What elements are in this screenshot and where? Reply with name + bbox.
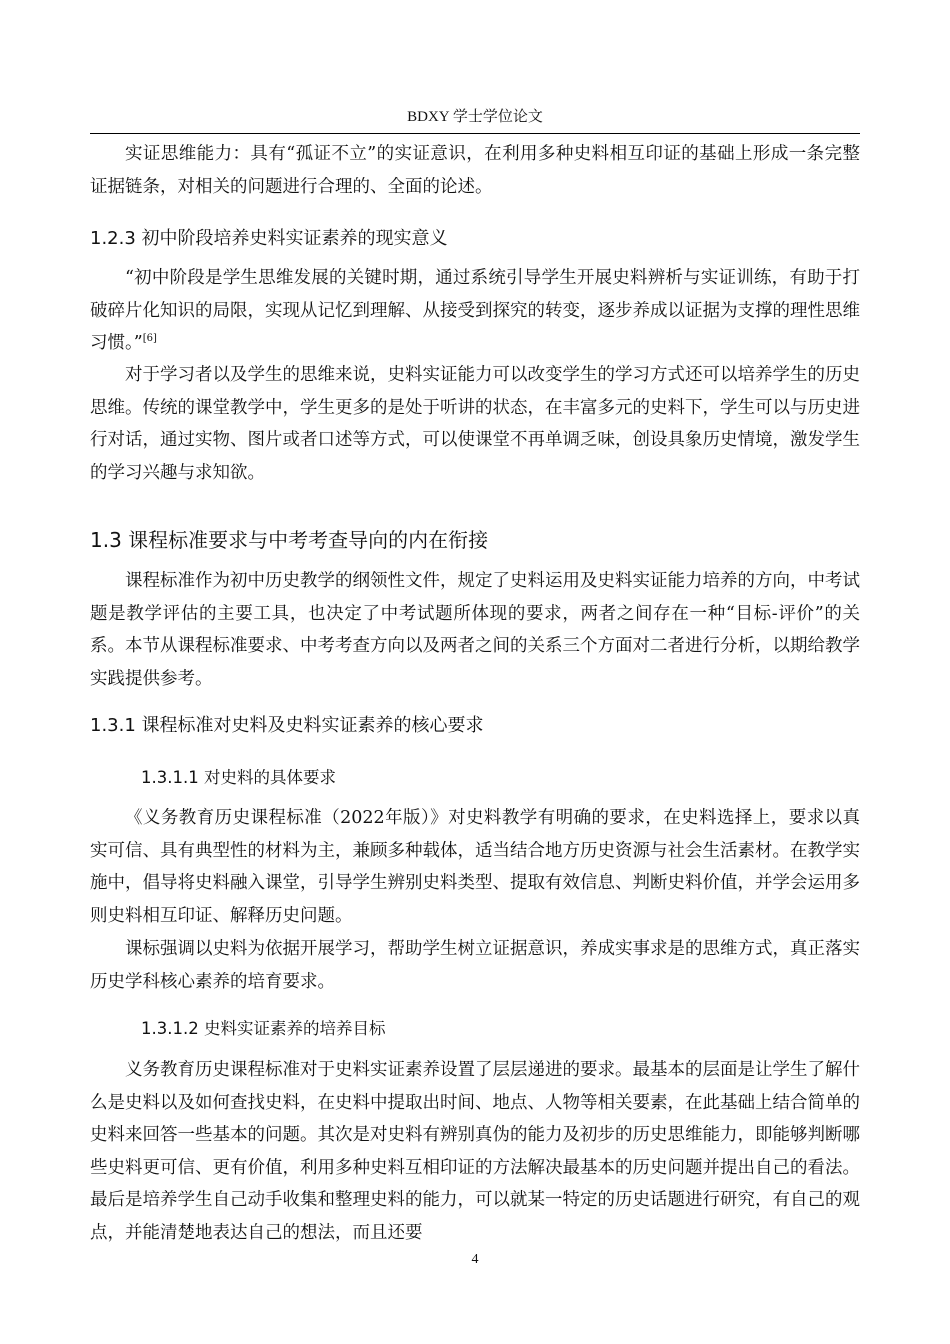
quote-text: “初中阶段是学生思维发展的关键时期，通过系统引导学生开展史料辨析与实证训练，有助于打破碎片化知识的局限，实现从记忆到理解、从接受到探究的转变，逐步养成以证据为支撑的理性思维习惯。” [90, 268, 860, 354]
paragraph-quote [90, 262, 860, 360]
section-heading-1-3-1-1: 1.3.1.1 对史料的具体要求 [141, 768, 336, 787]
paragraph-history-standard-2022: 《义务教育历史课程标准（2022年版）》对史料教学有明确的要求，在史料选择上，要求以真实可信、具有典型性的材料为主，兼顾多种载体，适当结合地方历史资源与社会生活素材。在教学实施中，倡导将史料融入课堂，引导学生辨别史料类型、提取有效信息、判断史料价值，并学会运用多则史料相互印证、解释历史问题。 [90, 808, 860, 926]
page-number: 4 [471, 1252, 479, 1267]
section-heading-1-2-3: 1.2.3 初中阶段培养史料实证素养的现实意义 [90, 228, 448, 249]
section-heading-1-3-1: 1.3.1 课程标准对史料及史料实证素养的核心要求 [90, 715, 484, 736]
paragraph-curriculum-standard: 课程标准作为初中历史教学的纲领性文件，规定了史料运用及史料实证能力培养的方向，中考试题是教学评估的主要工具，也决定了中考试题所体现的要求，两者之间存在一种“目标-评价”的关系。本节从课程标准要求、中考考查方向以及两者之间的关系三个方面对二者进行分析，以期给教学实践提供参考。 [90, 571, 860, 689]
section-heading-1-3: 1.3 课程标准要求与中考考查导向的内在衔接 [90, 528, 489, 552]
paragraph-learner-thinking: 对于学习者以及学生的思维来说，史料实证能力可以改变学生的学习方式还可以培养学生的历史思维。传统的课堂教学中，学生更多的是处于听讲的状态，在丰富多元的史料下，学生可以与历史进行对话，通过实物、图片或者口述等方式，可以使课堂不再单调乏味，创设具象历史情境，激发学生的学习兴趣与求知欲。 [90, 365, 860, 483]
paragraph-progressive-requirements: 义务教育历史课程标准对于史料实证素养设置了层层递进的要求。最基本的层面是让学生了解什么是史料以及如何查找史料，在史料中提取出时间、地点、人物等相关要素，在此基础上结合简单的史料来回答一些基本的问题。其次是对史料有辨别真伪的能力及初步的历史思维能力，即能够判断哪些史料更可信、更有价值，利用多种史料互相印证的方法解决最基本的历史问题并提出自己的看法。最后是培养学生自己动手收集和整理史料的能力，可以就某一特定的历史话题进行研究，有自己的观点，并能清楚地表达自己的想法，而且还要 [90, 1060, 860, 1243]
citation-marker: [6] [142, 333, 157, 345]
paragraph-empirical-thinking: 实证思维能力：具有“孤证不立”的实证意识，在利用多种史料相互印证的基础上形成一条完整证据链条，对相关的问题进行合理的、全面的论述。 [90, 144, 860, 197]
section-heading-1-3-1-2: 1.3.1.2 史料实证素养的培养目标 [141, 1019, 386, 1038]
header-rule [90, 133, 860, 134]
running-header: BDXY 学士学位论文 [407, 109, 543, 125]
paragraph-evidence-awareness: 课标强调以史料为依据开展学习，帮助学生树立证据意识，养成实事求是的思维方式，真正落实历史学科核心素养的培育要求。 [90, 939, 860, 992]
